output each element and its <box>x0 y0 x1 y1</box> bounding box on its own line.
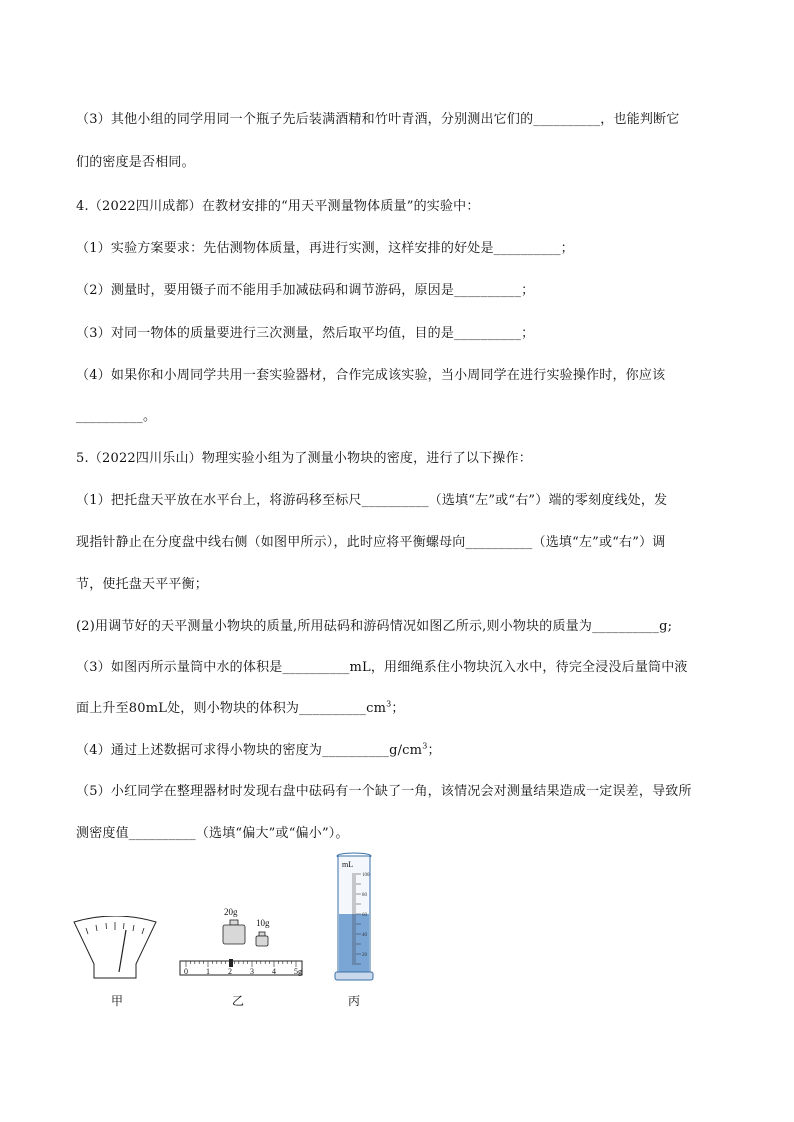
q5-part5-line2: 测密度值__________（选填“偏大”或“偏小”）。 <box>76 826 349 841</box>
q5-part1-line3: 节，使托盘天平平衡； <box>76 577 209 592</box>
cubic-sup-2: 3 <box>422 741 428 751</box>
q5-part3-line1: （3）如图丙所示量筒中水的体积是__________mL，用细绳系住小物块沉入水中，待完全浸没后量筒中液 <box>76 660 688 675</box>
figure-jia-label: 甲 <box>111 994 124 1008</box>
ruler-label: 1 <box>206 967 210 976</box>
cylinder-mark-label: 80 <box>362 893 367 898</box>
q4-part4-line1: （4）如果你和小周同学共用一套实验器材，合作完成该实验，当小周同学在进行实验操作时，你应该 <box>76 368 666 383</box>
q5-part4-end: ； <box>427 743 441 758</box>
q5-part2: (2)用调节好的天平测量小物块的质量,所用砝码和游码情况如图乙所示,则小物块的质量为__________g; <box>76 619 673 634</box>
weight-20g-label: 20g <box>224 907 238 917</box>
figure-bing-cylinder <box>334 852 374 982</box>
q5-part4-text: （4）通过上述数据可求得小物块的密度为__________g/cm <box>76 743 423 758</box>
cylinder-unit-label: mL <box>342 860 354 869</box>
cubic-sup: 3 <box>386 699 392 709</box>
ruler-label: 0 <box>184 967 188 976</box>
ruler-label: 2 <box>228 967 232 976</box>
q4-title: 4.（2022四川成都）在教材安排的“用天平测量物体质量”的实验中： <box>76 199 480 214</box>
q3-line-1: （3）其他小组的同学用同一个瓶子先后装满酒精和竹叶青酒，分别测出它们的__________，也能判断它 <box>76 112 680 127</box>
q4-part3: （3）对同一物体的质量要进行三次测量，然后取平均值，目的是__________； <box>76 326 535 341</box>
cylinder-mark-label: 100 <box>362 873 370 878</box>
q5-part3-line2-end: ； <box>391 701 405 716</box>
q5-part1-line2: 现指针静止在分度盘中线右侧（如图甲所示），此时应将平衡螺母向__________（选填“左”或“右”）调 <box>76 535 666 550</box>
ruler-label: 3 <box>250 967 254 976</box>
cylinder-mark-label: 40 <box>362 933 367 938</box>
cylinder-mark-label: 20 <box>362 953 367 958</box>
ruler-label: 5g <box>294 967 302 976</box>
weight-10g-label: 10g <box>256 918 270 928</box>
figure-jia-dial <box>72 916 158 980</box>
q5-part4 <box>76 739 441 758</box>
cylinder-mark-label: 60 <box>362 913 367 918</box>
q5-part3-line2-text: 面上升至80mL处，则小物块的体积为__________cm <box>76 701 387 716</box>
q5-title: 5.（2022四川乐山）物理实验小组为了测量小物块的密度，进行了以下操作： <box>76 451 532 466</box>
figure-yi-label: 乙 <box>232 994 245 1008</box>
q4-part4-line2: __________。 <box>76 409 157 424</box>
figure-bing-label: 丙 <box>348 994 361 1008</box>
q5-part5-line1: （5）小红同学在整理器材时发现右盘中砝码有一个缺了一角，该情况会对测量结果造成一定误差，导致所 <box>76 784 692 799</box>
q4-part2: （2）测量时，要用镊子而不能用手加减砝码和调节游码，原因是__________； <box>76 283 535 298</box>
q5-part3-line2 <box>76 697 405 716</box>
figure-yi-weights-ruler <box>178 904 304 980</box>
q4-part1: （1）实验方案要求：先估测物体质量，再进行实测，这样安排的好处是__________； <box>76 241 574 256</box>
ruler-label: 4 <box>272 967 276 976</box>
q3-line-2: 们的密度是否相同。 <box>76 155 195 170</box>
q5-part1-line1: （1）把托盘天平放在水平台上，将游码移至标尺__________（选填“左”或“右”）端的零刻度线处，发 <box>76 493 668 508</box>
